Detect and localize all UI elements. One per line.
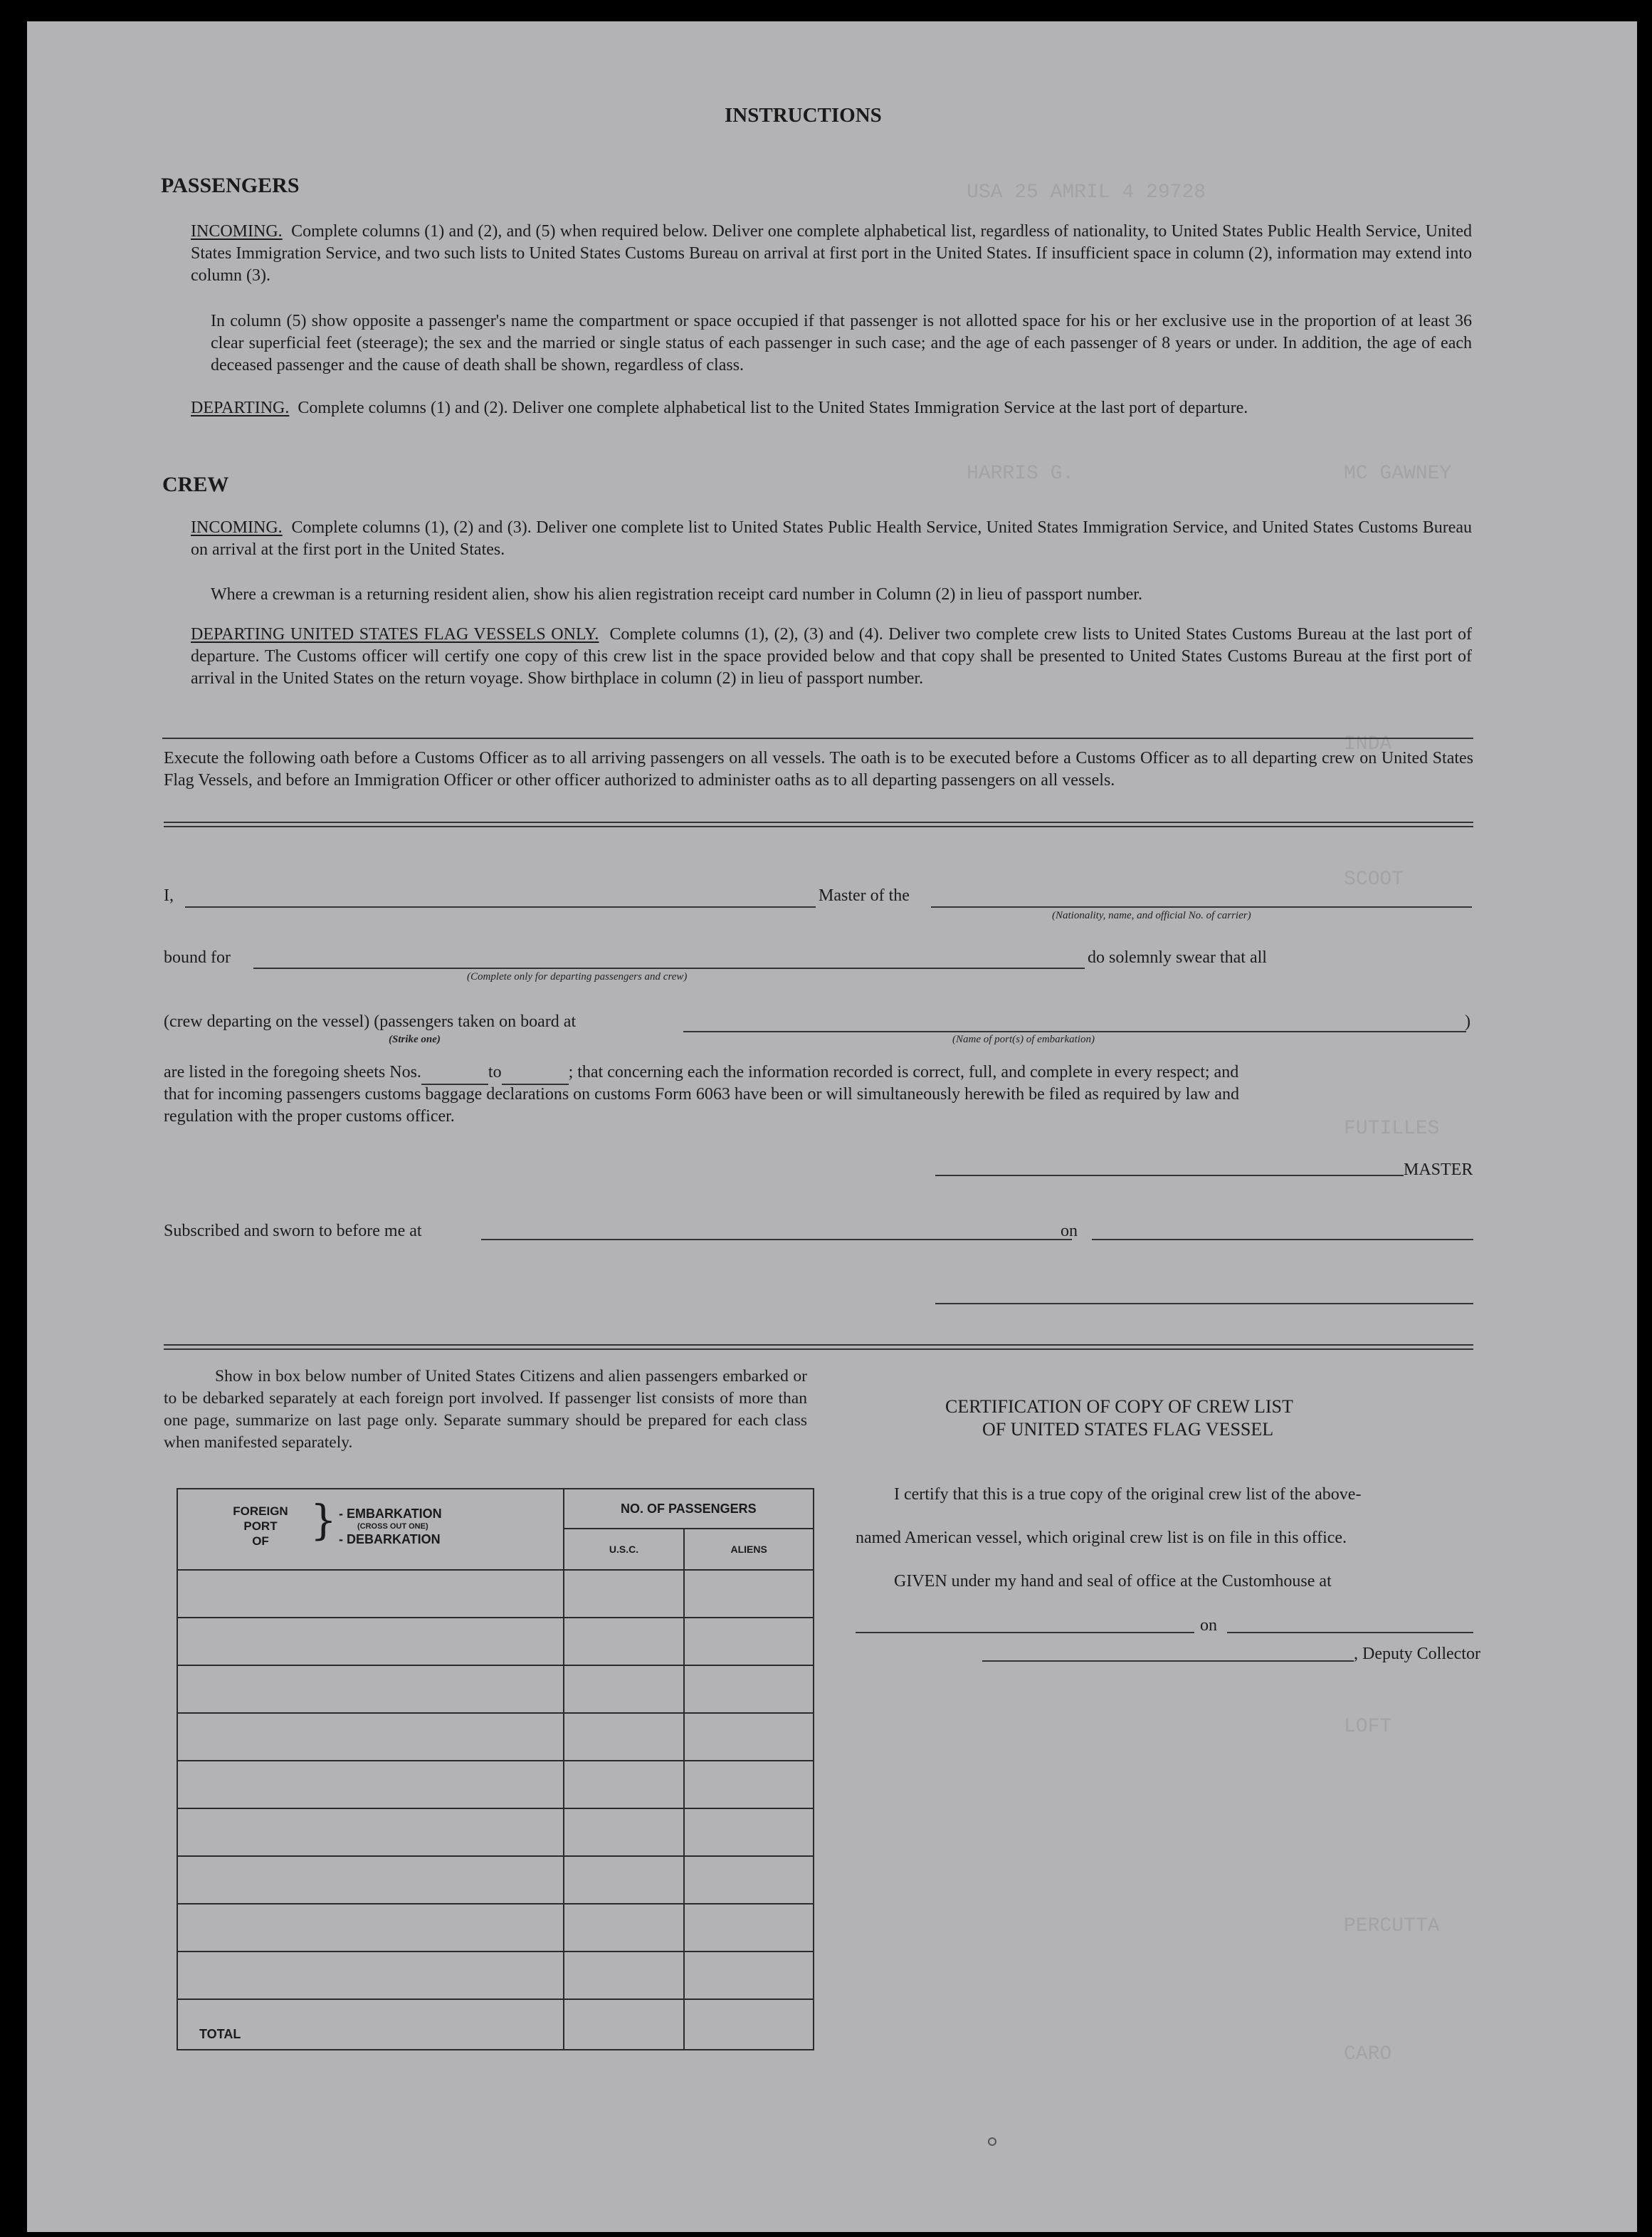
master-name-field[interactable] <box>185 906 816 908</box>
customhouse-field[interactable] <box>856 1632 1194 1633</box>
section-divider <box>162 738 1473 739</box>
deputy-collector-label: , Deputy Collector <box>1354 1645 1480 1663</box>
page-title: INSTRUCTIONS <box>725 104 882 127</box>
passengers-column5-paragraph: In column (5) show opposite a passenger's name the compartment or space occupied if that passenger is not allotted space for his or her exclusive use in the proportion of at least 36 clear superficial feet (steerage); the sex and the married or single status of each passenger in such case; and the age of each passenger of 8 years or under. In addition, the age of each deceased passenger and the cause of death shall be shown, regardless of class. <box>211 312 1472 374</box>
ports-close-paren: ) <box>1465 1012 1471 1031</box>
certification-on-label: on <box>1200 1616 1217 1635</box>
crew-incoming-label: INCOMING. <box>191 518 283 537</box>
passengers-heading: PASSENGERS <box>161 174 300 197</box>
passengers-departing-label: DEPARTING. <box>191 399 290 417</box>
crew-departing-text: Complete columns (1), (2), (3) and (4). Deliver two complete crew lists to United States Customs Bureau at the last port of departure. The Customs officer will certify one copy of this crew list in the space provided below and that copy shall be presented to United States Customs Bureau at the first port of arrival in the United States on the return voyage. Show birthplace in column (2) in lieu of passport number. <box>191 625 1472 688</box>
crew-departing-label: DEPARTING UNITED STATES FLAG VESSELS ONLY. <box>191 625 599 644</box>
subscribed-date-field[interactable] <box>1092 1239 1473 1240</box>
crew-heading: CREW <box>162 473 229 496</box>
form-page: USA 25 AMRIL 4 29728 MC GAWNEY HARRIS G. INDA SCOOT FUTILLES LOFT PERCUTTA CARO INSTRUCTIONS PASSENGERS INCOMING. Complete columns (1) and (2), and (5) when required below. Deliver one complete alphabetical list, regardless of nationality, to United States Public Health Service, United States Immigration Service, and two such lists to United States Customs Bureau on arrival at first port in the United States. If insufficient space in column (2), information may extend into column (3). In column (5) show opposite a passenger's name the compartment or space occupied if that passenger is not allotted space for his or her exclusive use in the proportion of at least 36 clear superficial feet (steerage); the sex and the married or single status of each passenger in such case; and the age of each passenger of 8 years or under. In addition, the age of each deceased passenger and the cause of death shall be shown, regardless of class. DEPARTING. Complete columns (1) and (2). Deliver one complete alphabetical list to the United States Immigration Service at the last port of departure. CREW INCOMING. Complete columns (1), (2) and (3). Deliver one complete list to United States Public Health Service, United States Immigration Service, and United States Customs Bureau on arrival at the first port in the United States. Where a crewman is a returning resident alien, show his alien registration receipt card number in Column (2) in lieu of passport number. DEPARTING UNITED STATES FLAG VESSELS ONLY. Complete columns (1), (2), (3) and (4). Deliver two complete crew lists to United States Customs Bureau at the last port of departure. The Customs officer will certify one copy of this crew list in the space provided below and that copy shall be presented to United States Customs Bureau at the first port of arrival in the United States on the return voyage. Show birthplace in column (2) in lieu of passport number. Execute the following oath before a Customs Officer as to all arriving passengers on all vessels. The oath is to be executed before a Customs Officer as to all departing crew on United States Flag Vessels, and before an Immigration Officer or other officer authorized to administer oaths as to all departing passengers on all vessels. I, Master of the (Nationality, name, and official No. of carrier) bound for (Complete only for departing passengers and crew) do solemnly swear that all (crew departing on the vessel) (passengers taken on board at (Strike one) (Name of port(s) of embarkation) ) are listed in the foregoing sheets Nos. to ; that concerning each the information recorded is correct, full, and complete in every respect; and that for incoming passengers customs baggage declarations on customs Form 6063 have been or will simultaneously herewith be filed as required by law and regulation with the proper customs officer. MASTER Subscribed and sworn to before me at on Show in box below number of United States Citizens and alien passengers embarked or to be debarked separately at each foreign port involved. If passenger list consists of more than one page, summarize on last page only. Separate summary should be prepared for each class when manifested separately. FOREIGN PORT OF } - EMBARKATION (CROSS OUT ONE) - DEBARKATION NO. OF PASSENGERS U.S.C. ALIENS TOTAL CERTIFICATION OF COPY OF CREW LIST OF UNITED STATES FLAG VESSEL I certify that this is a true copy of the original crew list of the above- named American vessel, which original crew list is on file in this office. GIVEN under my hand and seal of office at the Customhouse at on , Deputy Collector <box>27 21 1637 2232</box>
crew-departing-label: (crew departing on the vessel) (passengers taken on board at <box>164 1012 577 1031</box>
table-row <box>177 1570 814 1618</box>
certify-line-1: I certify that this is a true copy of the original crew list of the above- <box>894 1485 1362 1504</box>
subscribed-place-field[interactable] <box>481 1239 1072 1240</box>
passengers-departing-paragraph <box>191 397 1472 419</box>
crew-resident-paragraph: Where a crewman is a returning resident alien, show his alien registration receipt card number in Column (2) in lieu of passport number. <box>211 585 1142 604</box>
master-signature-field[interactable] <box>935 1175 1404 1176</box>
summary-instructions: Show in box below number of United States Citizens and alien passengers embarked or to be debarked separately at each foreign port involved. If passenger list consists of more than one page, summarize on last page only. Separate summary should be prepared for each class when manifested separately. <box>164 1367 807 1452</box>
carrier-field[interactable] <box>931 906 1472 908</box>
aliens-header: ALIENS <box>684 1529 814 1570</box>
master-label: MASTER <box>1404 1161 1473 1179</box>
passengers-incoming-text: Complete columns (1) and (2), and (5) when required below. Deliver one complete alphabetical list, regardless of nationality, to United States Public Health Service, United States Immigration Service, and two such lists to United States Customs Bureau on arrival at first port in the United States. If insufficient space in column (2), information may extend into column (3). <box>191 222 1472 285</box>
cross-out-label: (CROSS OUT ONE) <box>357 1522 428 1531</box>
crew-incoming-text: Complete columns (1), (2) and (3). Deliver one complete list to United States Public Health Service, United States Immigration Service, and United States Customs Bureau on arrival at the first port in the United States. <box>191 518 1472 559</box>
bound-for-label: bound for <box>164 948 231 967</box>
certification-title-2: OF UNITED STATES FLAG VESSEL <box>982 1419 1274 1440</box>
given-line: GIVEN under my hand and seal of office at the Customhouse at <box>894 1572 1332 1591</box>
strike-one-caption: (Strike one) <box>389 1034 441 1045</box>
certification-date-field[interactable] <box>1227 1632 1473 1633</box>
no-passengers-header: NO. OF PASSENGERS <box>564 1489 814 1529</box>
listed-line-3: regulation with the proper customs officer. <box>164 1107 455 1126</box>
listed-line-1: are listed in the foregoing sheets Nos. to ; that concerning each the information recorded is correct, full, and complete in every respect; and <box>164 1062 1238 1085</box>
officer-signature-field[interactable] <box>935 1303 1473 1304</box>
table-row <box>177 1856 814 1904</box>
foreign-port-header: FOREIGN PORT OF } - EMBARKATION (CROSS OUT ONE) - DEBARKATION <box>177 1489 564 1570</box>
table-row <box>177 1713 814 1761</box>
ports-field[interactable] <box>683 1031 1466 1032</box>
oath-i-label: I, <box>164 886 174 905</box>
passengers-departing-text: Complete columns (1) and (2). Deliver one complete alphabetical list to the United States Immigration Service at the last port of departure. <box>298 399 1248 417</box>
total-row <box>177 1999 814 2050</box>
table-row <box>177 1665 814 1713</box>
subscribed-label: Subscribed and sworn to before me at <box>164 1222 422 1240</box>
sheet-to-field[interactable] <box>502 1062 569 1085</box>
table-row <box>177 1808 814 1856</box>
bound-for-field[interactable] <box>253 968 1085 969</box>
foreign-port-label: FOREIGN PORT OF <box>233 1504 288 1548</box>
table-row <box>177 1952 814 1999</box>
sheet-from-field[interactable] <box>421 1062 488 1085</box>
double-rule <box>164 822 1473 827</box>
subscribed-on-label: on <box>1061 1222 1078 1240</box>
deputy-signature-field[interactable] <box>982 1660 1354 1662</box>
ports-caption: (Name of port(s) of embarkation) <box>952 1034 1095 1045</box>
passengers-incoming-paragraph <box>191 221 1472 287</box>
table-row <box>177 1618 814 1665</box>
double-rule-lower <box>164 1344 1473 1350</box>
table-row <box>177 1904 814 1952</box>
crew-departing-paragraph <box>191 624 1472 690</box>
carrier-caption: (Nationality, name, and official No. of carrier) <box>1052 910 1251 921</box>
oath-intro: Execute the following oath before a Customs Officer as to all arriving passengers on all vessels. The oath is to be executed before a Customs Officer as to all departing crew on United States Flag Vessels, and before an Immigration Officer or other officer authorized to administer oaths as to all departing passengers on all vessels. <box>164 749 1473 790</box>
certification-title-1: CERTIFICATION OF COPY OF CREW LIST <box>945 1396 1293 1417</box>
master-of-the-label: Master of the <box>819 886 910 905</box>
embarkation-label: - EMBARKATION <box>339 1507 442 1521</box>
punch-mark <box>988 2137 996 2146</box>
crew-incoming-paragraph <box>191 517 1472 561</box>
total-label: TOTAL <box>177 1999 564 2050</box>
passenger-summary-table <box>177 1488 814 2050</box>
bound-for-caption: (Complete only for departing passengers and crew) <box>467 971 688 983</box>
swear-label: do solemnly swear that all <box>1088 948 1267 967</box>
table-row <box>177 1761 814 1808</box>
certify-line-2: named American vessel, which original crew list is on file in this office. <box>856 1529 1347 1547</box>
usc-header: U.S.C. <box>564 1529 685 1570</box>
debarkation-label: - DEBARKATION <box>339 1532 441 1546</box>
passengers-incoming-label: INCOMING. <box>191 222 283 241</box>
listed-line-2: that for incoming passengers customs baggage declarations on customs Form 6063 have been or will simultaneously herewith be filed as required by law and <box>164 1085 1239 1104</box>
